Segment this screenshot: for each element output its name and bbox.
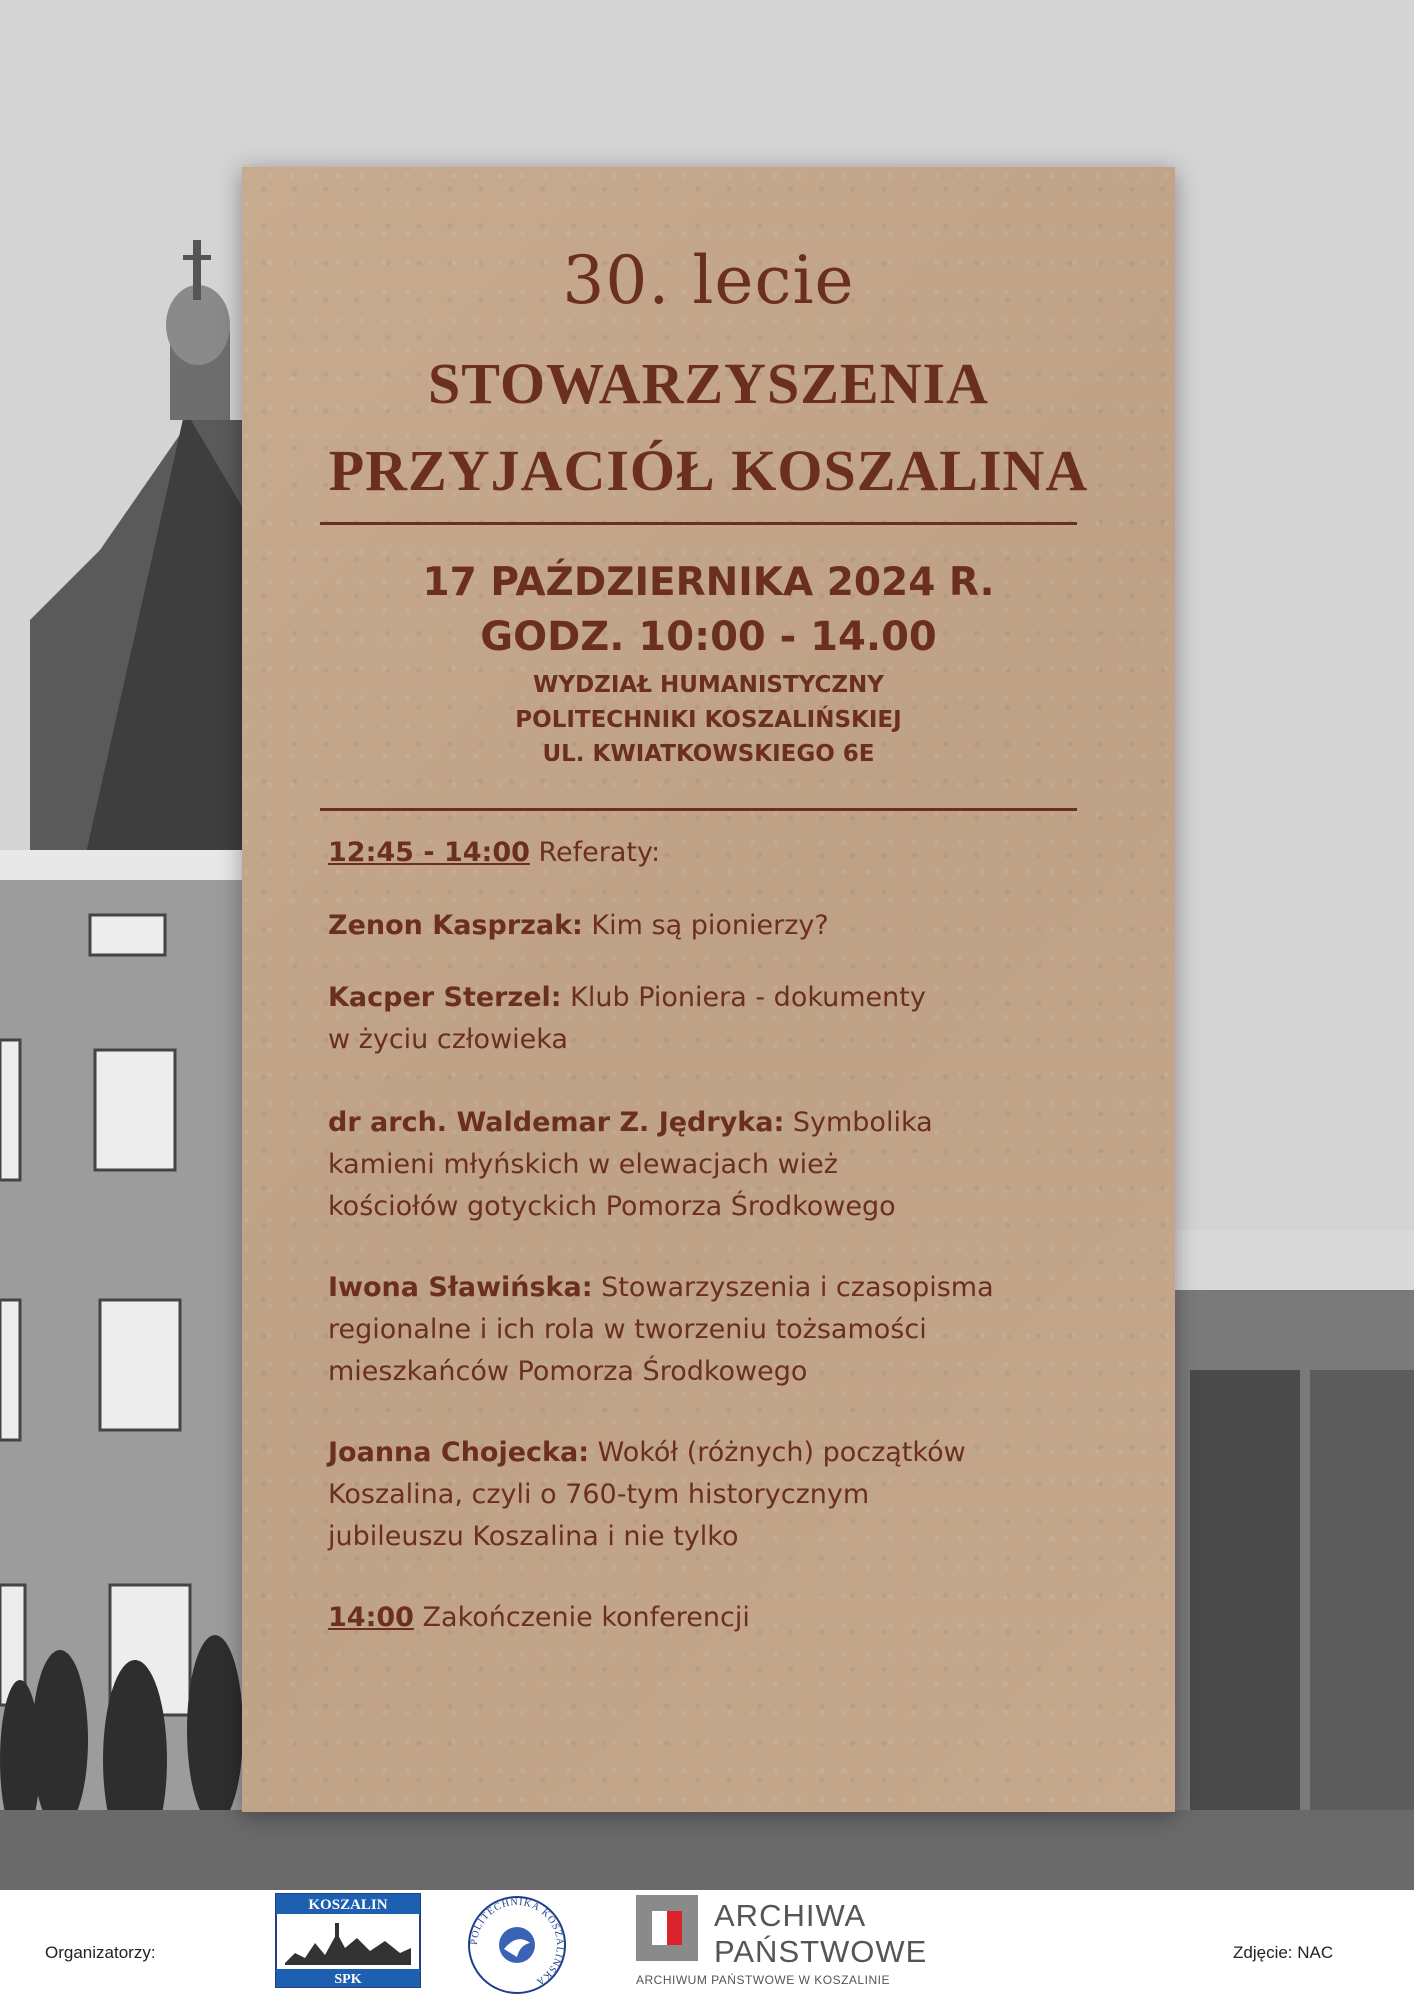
- talk-title-line1: Stowarzyszenia i czasopisma: [601, 1272, 994, 1303]
- closing-label: Zakończenie konferencji: [422, 1602, 750, 1633]
- talk-speaker: dr arch. Waldemar Z. Jędryka:: [328, 1107, 785, 1138]
- event-date: 17 PAŹDZIERNIKA 2024 R.: [422, 560, 995, 605]
- talk-item: [328, 1102, 1128, 1228]
- talk-item: [328, 1432, 1128, 1558]
- talk-speaker: Kacper Sterzel:: [328, 982, 562, 1013]
- talk-item: [328, 1267, 1128, 1393]
- talk-title-line3: kościołów gotyckich Pomorza Środkowego: [328, 1191, 896, 1222]
- archiwa-subtitle: ARCHIWUM PAŃSTWOWE W KOSZALINIE: [636, 1973, 890, 1987]
- spk-logo-bottom-text: SPK: [334, 1972, 362, 1987]
- event-location-line1: WYDZIAŁ HUMANISTYCZNY: [533, 672, 884, 698]
- event-time: GODZ. 10:00 - 14.00: [480, 614, 937, 660]
- spk-logo: [275, 1893, 421, 1988]
- talk-title-line1: Klub Pioniera - dokumenty: [570, 982, 926, 1013]
- talk-speaker: Zenon Kasprzak:: [328, 910, 583, 941]
- organization-name-line2: PRZYJACIÓŁ KOSZALINA: [328, 438, 1089, 503]
- organization-name-line1: STOWARZYSZENIA: [428, 351, 989, 416]
- program-panel: [242, 167, 1175, 1812]
- talk-item: [328, 905, 1128, 947]
- archiwa-title: [714, 1898, 927, 1970]
- anniversary-title: 30. lecie: [562, 242, 855, 319]
- divider-bottom: [320, 808, 1077, 811]
- talk-title-line2: Koszalina, czyli o 760-tym historycznym: [328, 1479, 870, 1510]
- archiwa-title-line2: PAŃSTWOWE: [714, 1934, 928, 1969]
- program-closing: [328, 1597, 1128, 1639]
- talk-title-line3: mieszkańców Pomorza Środkowego: [328, 1356, 808, 1387]
- photo-credit: Zdjęcie: NAC: [1233, 1943, 1334, 1962]
- archiwa-panstwowe-logo: [634, 1893, 928, 1993]
- talk-title-line2: w życiu człowieka: [328, 1024, 568, 1055]
- talk-title-line2: regionalne i ich rola w tworzeniu tożsamości: [328, 1314, 927, 1345]
- talk-title-line3: jubileuszu Koszalina i nie tylko: [328, 1521, 739, 1552]
- spk-logo-top-text: KOSZALIN: [308, 1897, 388, 1913]
- talk-item: [328, 977, 1128, 1061]
- talk-speaker: Joanna Chojecka:: [328, 1437, 590, 1468]
- politechnika-logo: [462, 1893, 572, 1997]
- organizers-label: Organizatorzy:: [45, 1943, 156, 1962]
- talk-title-line1: Symbolika: [792, 1107, 933, 1138]
- intro-label: Referaty:: [538, 837, 661, 868]
- talk-title-line1: Kim są pionierzy?: [591, 910, 829, 941]
- closing-time: 14:00: [328, 1602, 414, 1633]
- program-intro: [328, 832, 1128, 874]
- talk-speaker: Iwona Sławińska:: [328, 1272, 593, 1303]
- intro-time: 12:45 - 14:00: [328, 837, 530, 868]
- event-location-line3: UL. KWIATKOWSKIEGO 6E: [542, 741, 875, 767]
- divider-top: [320, 522, 1077, 525]
- event-location-line2: POLITECHNIKI KOSZALIŃSKIEJ: [515, 707, 902, 733]
- talk-title-line1: Wokół (różnych) początków: [597, 1437, 966, 1468]
- archiwa-title-line1: ARCHIWA: [714, 1898, 867, 1933]
- talk-title-line2: kamieni młyńskich w elewacjach wież: [328, 1149, 838, 1180]
- politechnika-logo-text: POLITECHNIKA KOSZALIŃSKA: [468, 1896, 566, 1988]
